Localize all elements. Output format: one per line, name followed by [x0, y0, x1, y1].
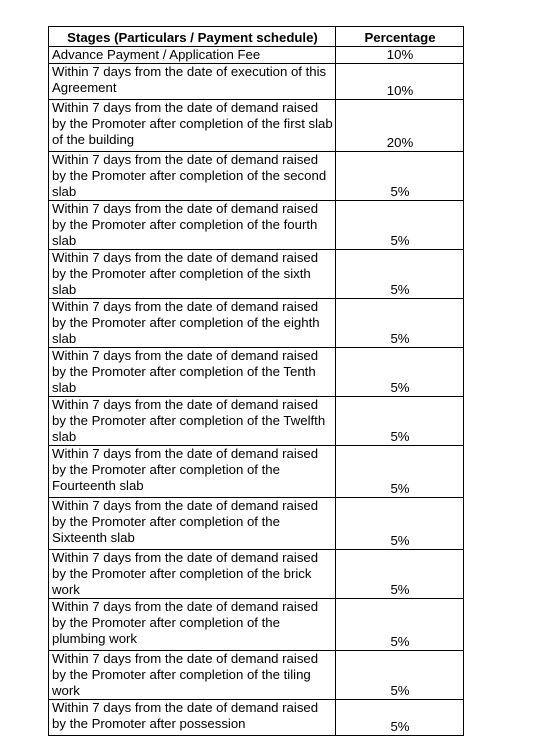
stage-cell: Within 7 days from the date of execution of this Agreement: [49, 64, 336, 100]
stage-cell: Within 7 days from the date of demand raised by the Promoter after completion of the brick work: [49, 550, 336, 599]
stage-cell: Within 7 days from the date of demand raised by the Promoter after completion of the Fourteenth slab: [49, 446, 336, 498]
table-row: [49, 700, 464, 736]
stage-cell: Within 7 days from the date of demand raised by the Promoter after completion of the fourth slab: [49, 201, 336, 250]
table-row: [49, 64, 464, 100]
table-row: [49, 348, 464, 397]
table-row: [49, 550, 464, 599]
percentage-cell: 5%: [336, 348, 464, 397]
table-row: [49, 201, 464, 250]
stage-cell: Within 7 days from the date of demand raised by the Promoter after completion of the Sixteenth slab: [49, 498, 336, 550]
stage-cell: Within 7 days from the date of demand raised by the Promoter after completion of the tiling work: [49, 651, 336, 700]
table-row: [49, 651, 464, 700]
header-stage: Stages (Particulars / Payment schedule): [49, 27, 336, 47]
percentage-cell: 5%: [336, 550, 464, 599]
stage-cell: Within 7 days from the date of demand raised by the Promoter after completion of the Tenth slab: [49, 348, 336, 397]
percentage-cell: 5%: [336, 397, 464, 446]
table-row: [49, 152, 464, 201]
percentage-cell: 5%: [336, 498, 464, 550]
stage-cell: Within 7 days from the date of demand raised by the Promoter after completion of the first slab of the building: [49, 100, 336, 152]
table-row: [49, 47, 464, 64]
stage-cell: Within 7 days from the date of demand raised by the Promoter after completion of the sixth slab: [49, 250, 336, 299]
percentage-cell: 5%: [336, 700, 464, 736]
stage-cell: Advance Payment / Application Fee: [49, 47, 336, 64]
table-row: [49, 498, 464, 550]
table-row: [49, 446, 464, 498]
payment-schedule-table: [48, 26, 464, 736]
stage-cell: Within 7 days from the date of demand raised by the Promoter after completion of the second slab: [49, 152, 336, 201]
percentage-cell: 10%: [336, 47, 464, 64]
table-row: [49, 599, 464, 651]
percentage-cell: 5%: [336, 250, 464, 299]
percentage-cell: 5%: [336, 651, 464, 700]
table-row: [49, 397, 464, 446]
percentage-cell: 5%: [336, 152, 464, 201]
table-row: [49, 100, 464, 152]
percentage-cell: 5%: [336, 446, 464, 498]
stage-cell: Within 7 days from the date of demand raised by the Promoter after completion of the Twelfth slab: [49, 397, 336, 446]
stage-cell: Within 7 days from the date of demand raised by the Promoter after completion of the plumbing work: [49, 599, 336, 651]
header-row: [49, 27, 464, 47]
table-row: [49, 250, 464, 299]
percentage-cell: 5%: [336, 599, 464, 651]
table-row: [49, 299, 464, 348]
header-percentage: Percentage: [336, 27, 464, 47]
percentage-cell: 5%: [336, 201, 464, 250]
percentage-cell: 10%: [336, 64, 464, 100]
percentage-cell: 20%: [336, 100, 464, 152]
stage-cell: Within 7 days from the date of demand raised by the Promoter after possession: [49, 700, 336, 736]
percentage-cell: 5%: [336, 299, 464, 348]
stage-cell: Within 7 days from the date of demand raised by the Promoter after completion of the eighth slab: [49, 299, 336, 348]
payment-schedule-container: [48, 26, 464, 736]
